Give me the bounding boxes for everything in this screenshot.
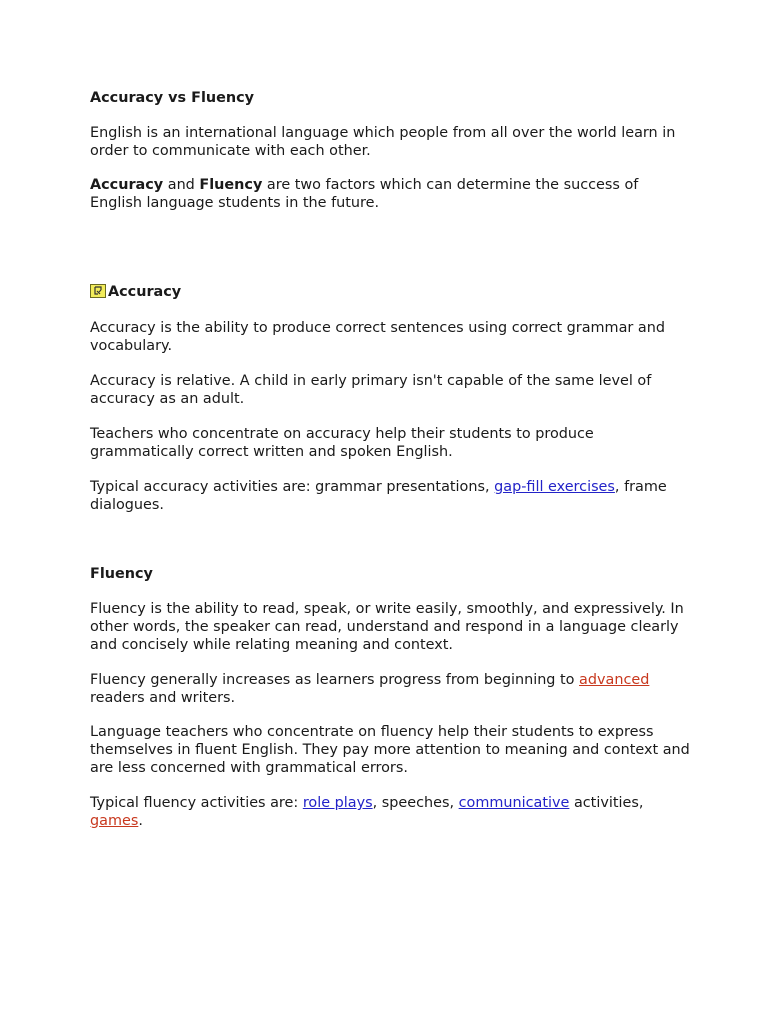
advanced-link[interactable]: advanced [579,672,650,688]
fluency-paragraph-1: Fluency is the ability to read, speak, or write easily, smoothly, and expressively. In other words, the speaker can read, understand and respond in a language clearly and concisely while relating meaning and context. [90,601,684,653]
fluency-heading: Fluency [90,566,153,582]
communicative-link[interactable]: communicative [458,795,570,811]
accuracy-paragraph-3: Teachers who concentrate on accuracy help their students to produce grammatically correct written and spoken English. [90,426,594,460]
term-accuracy: Accuracy [90,177,164,193]
fluency-paragraph-4: Typical fluency activities are: role plays, speeches, communicative activities, games. [90,795,644,829]
gap-fill-exercises-link[interactable]: gap-fill exercises [494,479,615,495]
image-placeholder-icon [90,284,106,298]
fluency-paragraph-2: Fluency generally increases as learners progress from beginning to advanced readers and writers. [90,672,650,706]
accuracy-paragraph-2: Accuracy is relative. A child in early primary isn't capable of the same level of accuracy as an adult. [90,373,652,407]
document-title: Accuracy vs Fluency [90,90,255,106]
accuracy-paragraph-4: Typical accuracy activities are: grammar presentations, gap-fill exercises, frame dialogues. [90,479,667,513]
games-link[interactable]: games [90,812,139,829]
intro-paragraph-2: Accuracy and Fluency are two factors which can determine the success of English language students in the future. [90,177,639,211]
accuracy-heading: Accuracy [90,284,690,302]
term-fluency: Fluency [199,177,263,193]
role-plays-link[interactable]: role plays [302,795,373,811]
accuracy-paragraph-1: Accuracy is the ability to produce correct sentences using correct grammar and vocabulary. [90,320,665,354]
fluency-paragraph-3: Language teachers who concentrate on fluency help their students to express themselves in fluent English. They pay more attention to meaning and context and are less concerned with grammatical errors. [90,724,690,776]
intro-paragraph-1: English is an international language which people from all over the world learn in order to communicate with each other. [90,125,676,159]
